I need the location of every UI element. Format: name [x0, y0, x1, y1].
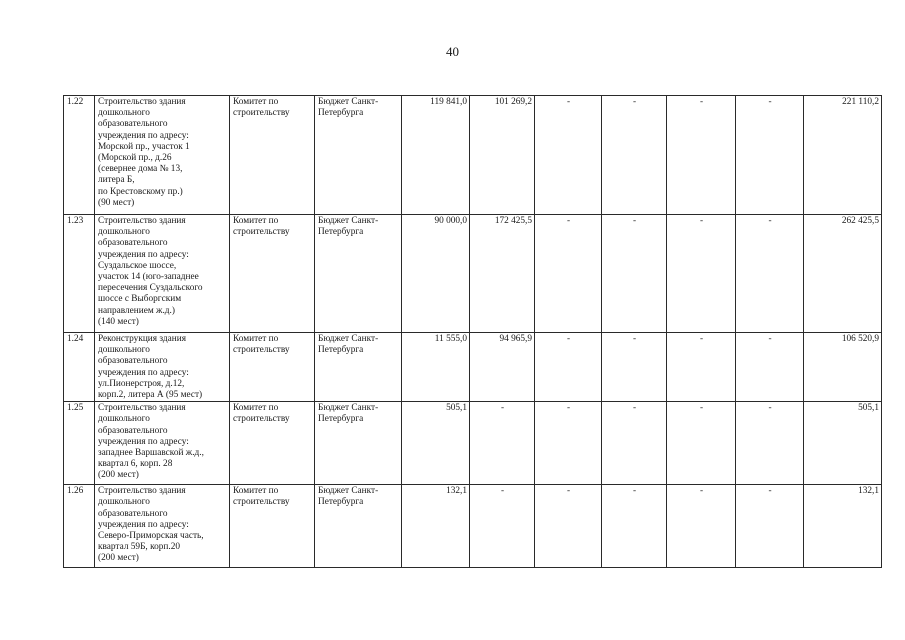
funding-source: Бюджет Санкт-Петербурга [315, 215, 402, 333]
amount-total: 505,1 [804, 402, 882, 485]
amount-year-3: - [535, 333, 602, 402]
amount-year-3: - [535, 96, 602, 215]
amount-year-1: 90 000,0 [402, 215, 470, 333]
amount-year-4: - [602, 333, 667, 402]
amount-year-3: - [535, 402, 602, 485]
amount-year-2: - [470, 485, 535, 568]
project-name: Строительство здания дошкольного образовательного учреждения по адресу: Северо-Приморская часть, квартал 59Б, корп.20 (200 мест) [95, 485, 230, 568]
amount-year-5: - [667, 333, 736, 402]
amount-year-6: - [736, 96, 804, 215]
amount-year-4: - [602, 402, 667, 485]
responsible-org: Комитет по строительству [230, 333, 315, 402]
amount-total: 221 110,2 [804, 96, 882, 215]
amount-year-3: - [535, 485, 602, 568]
table-row [64, 96, 882, 215]
project-name: Строительство здания дошкольного образовательного учреждения по адресу: Суздальское шоссе, участок 14 (юго-западнее пересечения Суздальского шоссе с Выборгским направлением ж.д.) (140 мест) [95, 215, 230, 333]
page-number: 40 [446, 44, 459, 59]
amount-year-5: - [667, 215, 736, 333]
row-number: 1.26 [64, 485, 95, 568]
funding-source: Бюджет Санкт-Петербурга [315, 96, 402, 215]
amount-year-2: - [470, 402, 535, 485]
amount-year-4: - [602, 485, 667, 568]
amount-year-2: 101 269,2 [470, 96, 535, 215]
amount-year-1: 505,1 [402, 402, 470, 485]
amount-year-6: - [736, 402, 804, 485]
amount-year-1: 11 555,0 [402, 333, 470, 402]
budget-table [63, 95, 882, 568]
row-number: 1.23 [64, 215, 95, 333]
table-row [64, 215, 882, 333]
table-row [64, 485, 882, 568]
amount-year-6: - [736, 333, 804, 402]
amount-year-2: 172 425,5 [470, 215, 535, 333]
project-name: Строительство здания дошкольного образовательного учреждения по адресу: западнее Варшавской ж.д., квартал 6, корп. 28 (200 мест) [95, 402, 230, 485]
funding-source: Бюджет Санкт-Петербурга [315, 485, 402, 568]
row-number: 1.25 [64, 402, 95, 485]
amount-total: 262 425,5 [804, 215, 882, 333]
amount-total: 106 520,9 [804, 333, 882, 402]
amount-year-5: - [667, 96, 736, 215]
amount-year-2: 94 965,9 [470, 333, 535, 402]
amount-year-6: - [736, 215, 804, 333]
table-row [64, 333, 882, 402]
funding-source: Бюджет Санкт-Петербурга [315, 333, 402, 402]
row-number: 1.24 [64, 333, 95, 402]
project-name: Реконструкция здания дошкольного образовательного учреждения по адресу: ул.Пионерстроя, д.12, корп.2, литера А (95 мест) [95, 333, 230, 402]
amount-year-5: - [667, 485, 736, 568]
amount-year-3: - [535, 215, 602, 333]
row-number: 1.22 [64, 96, 95, 215]
amount-year-4: - [602, 96, 667, 215]
amount-year-1: 119 841,0 [402, 96, 470, 215]
amount-total: 132,1 [804, 485, 882, 568]
responsible-org: Комитет по строительству [230, 215, 315, 333]
table-row [64, 402, 882, 485]
responsible-org: Комитет по строительству [230, 402, 315, 485]
funding-source: Бюджет Санкт-Петербурга [315, 402, 402, 485]
project-name: Строительство здания дошкольного образовательного учреждения по адресу: Морской пр., участок 1 (Морской пр., д.26 (севернее дома № 13, литера Б, по Крестовскому пр.) (90 мест) [95, 96, 230, 215]
responsible-org: Комитет по строительству [230, 96, 315, 215]
amount-year-1: 132,1 [402, 485, 470, 568]
amount-year-6: - [736, 485, 804, 568]
responsible-org: Комитет по строительству [230, 485, 315, 568]
amount-year-4: - [602, 215, 667, 333]
amount-year-5: - [667, 402, 736, 485]
